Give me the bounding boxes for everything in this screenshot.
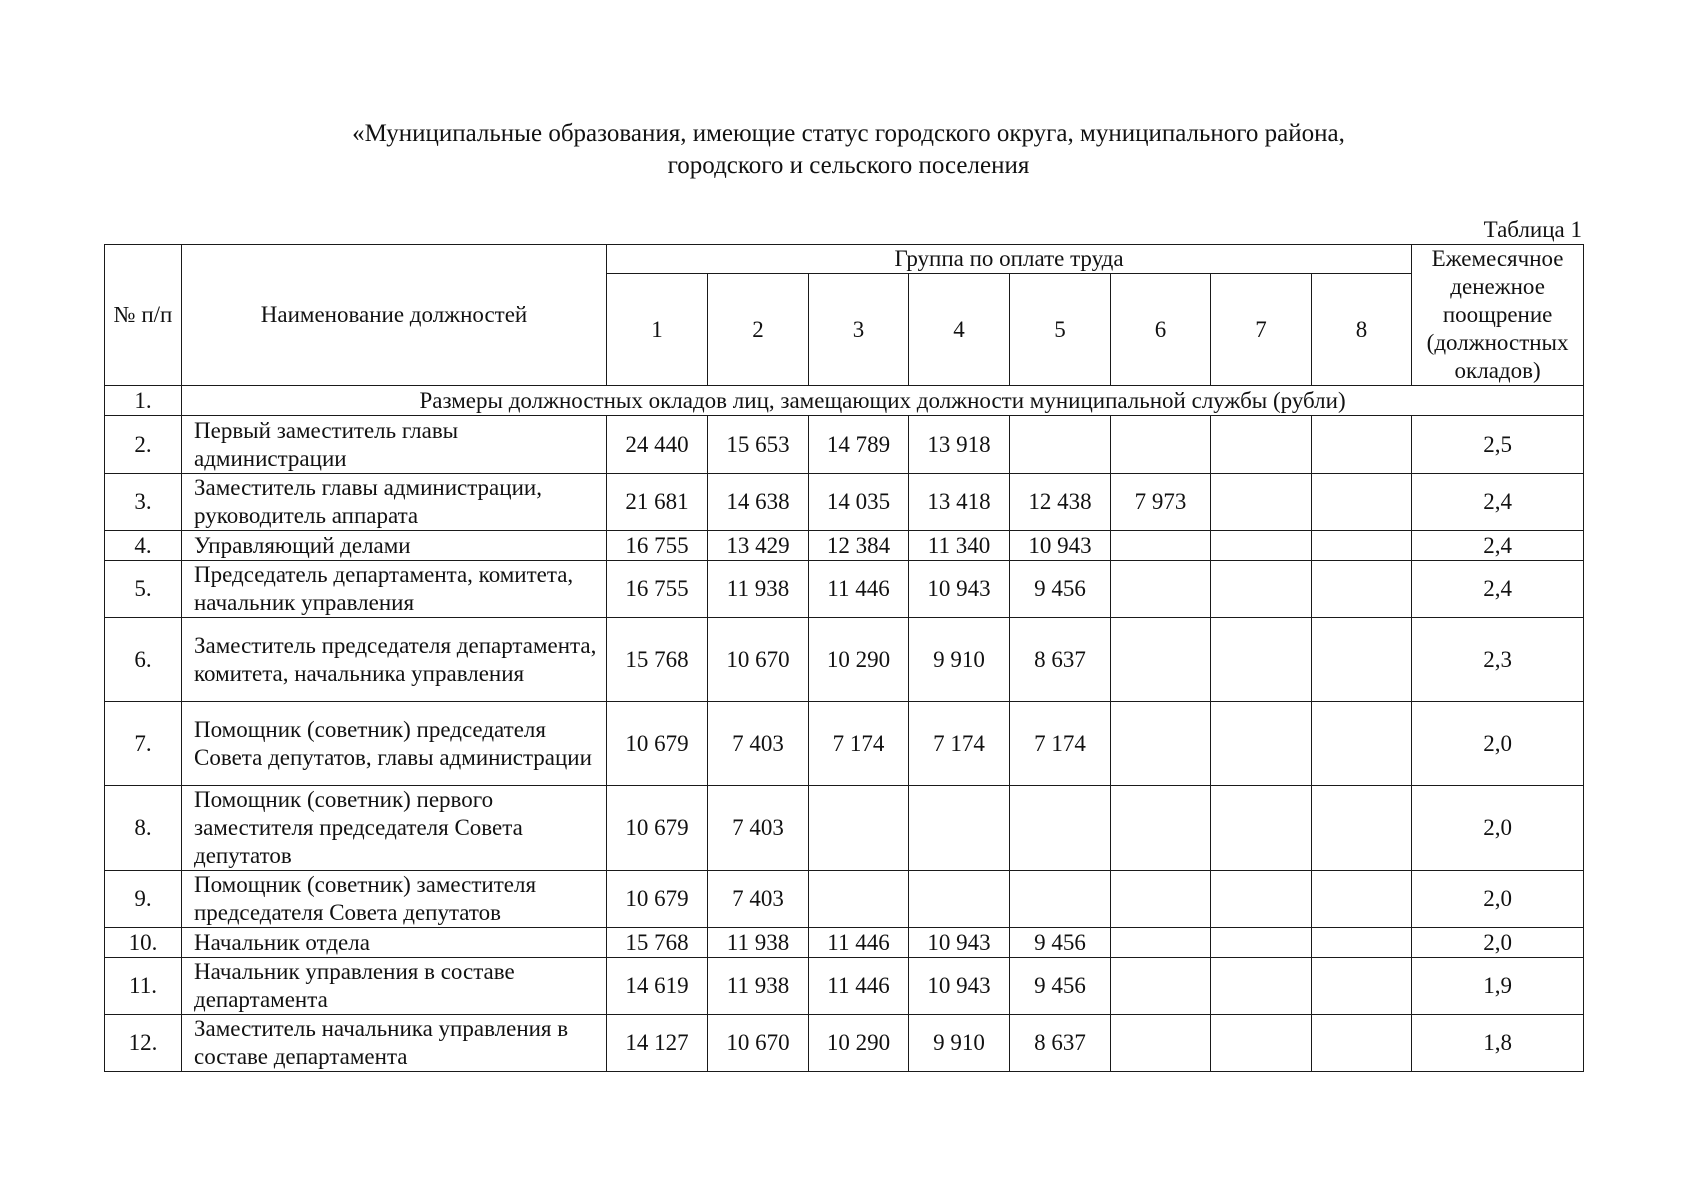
salary-group-1: 24 440 bbox=[607, 416, 708, 474]
salary-group-2: 13 429 bbox=[708, 531, 809, 561]
table-row bbox=[105, 416, 1584, 474]
salary-group-2: 11 938 bbox=[708, 958, 809, 1015]
salary-group-3: 7 174 bbox=[809, 702, 909, 786]
salary-group-3: 14 789 bbox=[809, 416, 909, 474]
header-group: Группа по оплате труда bbox=[607, 245, 1412, 274]
salary-group-7 bbox=[1211, 702, 1312, 786]
salary-group-8 bbox=[1312, 702, 1412, 786]
salary-group-1: 14 127 bbox=[607, 1015, 708, 1072]
row-num: 4. bbox=[105, 531, 182, 561]
table-row bbox=[105, 958, 1584, 1015]
salary-group-5 bbox=[1010, 786, 1111, 871]
table-caption: Таблица 1 bbox=[1483, 217, 1582, 242]
salary-group-8 bbox=[1312, 618, 1412, 702]
salary-group-8 bbox=[1312, 416, 1412, 474]
salary-group-6 bbox=[1111, 928, 1211, 958]
document-title bbox=[0, 118, 1697, 182]
salary-group-4 bbox=[909, 786, 1010, 871]
table-row bbox=[105, 618, 1584, 702]
table-body bbox=[105, 386, 1584, 1072]
salary-group-2: 15 653 bbox=[708, 416, 809, 474]
table-row bbox=[105, 871, 1584, 928]
row-num: 3. bbox=[105, 474, 182, 531]
monthly-bonus: 2,0 bbox=[1412, 702, 1584, 786]
salary-group-4: 7 174 bbox=[909, 702, 1010, 786]
salary-group-5: 9 456 bbox=[1010, 561, 1111, 618]
salary-group-2: 10 670 bbox=[708, 1015, 809, 1072]
salary-group-2: 7 403 bbox=[708, 871, 809, 928]
salary-group-6 bbox=[1111, 561, 1211, 618]
salary-group-6 bbox=[1111, 1015, 1211, 1072]
salary-group-1: 10 679 bbox=[607, 786, 708, 871]
salary-group-8 bbox=[1312, 871, 1412, 928]
monthly-bonus: 2,5 bbox=[1412, 416, 1584, 474]
salary-group-5: 8 637 bbox=[1010, 1015, 1111, 1072]
salary-group-8 bbox=[1312, 786, 1412, 871]
row-num: 10. bbox=[105, 928, 182, 958]
table-row bbox=[105, 561, 1584, 618]
salary-group-7 bbox=[1211, 958, 1312, 1015]
salary-table bbox=[104, 244, 1584, 1072]
salary-group-3: 10 290 bbox=[809, 1015, 909, 1072]
salary-group-3: 11 446 bbox=[809, 958, 909, 1015]
salary-group-1: 10 679 bbox=[607, 702, 708, 786]
position-name: Заместитель начальника управления в составе департамента bbox=[182, 1015, 607, 1072]
salary-group-7 bbox=[1211, 531, 1312, 561]
salary-group-1: 10 679 bbox=[607, 871, 708, 928]
table-row bbox=[105, 1015, 1584, 1072]
table-row bbox=[105, 786, 1584, 871]
salary-group-2: 7 403 bbox=[708, 786, 809, 871]
salary-group-8 bbox=[1312, 531, 1412, 561]
salary-group-3: 11 446 bbox=[809, 928, 909, 958]
monthly-bonus: 2,3 bbox=[1412, 618, 1584, 702]
salary-group-5: 7 174 bbox=[1010, 702, 1111, 786]
table-row bbox=[105, 702, 1584, 786]
salary-group-5: 9 456 bbox=[1010, 958, 1111, 1015]
position-name: Управляющий делами bbox=[182, 531, 607, 561]
salary-group-5: 10 943 bbox=[1010, 531, 1111, 561]
salary-group-3: 14 035 bbox=[809, 474, 909, 531]
salary-group-4: 13 418 bbox=[909, 474, 1010, 531]
salary-group-4: 10 943 bbox=[909, 561, 1010, 618]
salary-group-6: 7 973 bbox=[1111, 474, 1211, 531]
header-group-4: 4 bbox=[909, 274, 1010, 386]
salary-group-5 bbox=[1010, 416, 1111, 474]
position-name: Председатель департамента, комитета, начальник управления bbox=[182, 561, 607, 618]
salary-group-2: 7 403 bbox=[708, 702, 809, 786]
row-num: 6. bbox=[105, 618, 182, 702]
position-name: Начальник управления в составе департамента bbox=[182, 958, 607, 1015]
row-num: 8. bbox=[105, 786, 182, 871]
header-num: № п/п bbox=[105, 245, 182, 386]
header-name: Наименование должностей bbox=[182, 245, 607, 386]
salary-group-4: 13 918 bbox=[909, 416, 1010, 474]
salary-group-6 bbox=[1111, 871, 1211, 928]
salary-group-4 bbox=[909, 871, 1010, 928]
salary-group-3 bbox=[809, 871, 909, 928]
salary-group-8 bbox=[1312, 928, 1412, 958]
salary-group-7 bbox=[1211, 561, 1312, 618]
salary-group-7 bbox=[1211, 474, 1312, 531]
salary-group-6 bbox=[1111, 786, 1211, 871]
row-num: 9. bbox=[105, 871, 182, 928]
salary-group-1: 21 681 bbox=[607, 474, 708, 531]
section-num: 1. bbox=[105, 386, 182, 416]
monthly-bonus: 2,4 bbox=[1412, 531, 1584, 561]
salary-group-3: 11 446 bbox=[809, 561, 909, 618]
salary-group-2: 11 938 bbox=[708, 928, 809, 958]
section-row bbox=[105, 386, 1584, 416]
monthly-bonus: 1,9 bbox=[1412, 958, 1584, 1015]
header-group-8: 8 bbox=[1312, 274, 1412, 386]
salary-group-7 bbox=[1211, 871, 1312, 928]
salary-group-5 bbox=[1010, 871, 1111, 928]
title-line-2: городского и сельского поселения bbox=[667, 152, 1030, 179]
title-line-1: «Муниципальные образования, имеющие статус городского округа, муниципального района, bbox=[352, 120, 1345, 147]
salary-group-7 bbox=[1211, 618, 1312, 702]
salary-group-7 bbox=[1211, 928, 1312, 958]
salary-group-4: 9 910 bbox=[909, 1015, 1010, 1072]
salary-group-2: 10 670 bbox=[708, 618, 809, 702]
salary-group-1: 16 755 bbox=[607, 561, 708, 618]
table-row bbox=[105, 928, 1584, 958]
header-group-7: 7 bbox=[1211, 274, 1312, 386]
salary-group-1: 16 755 bbox=[607, 531, 708, 561]
table-row bbox=[105, 474, 1584, 531]
salary-group-8 bbox=[1312, 561, 1412, 618]
header-group-3: 3 bbox=[809, 274, 909, 386]
monthly-bonus: 2,4 bbox=[1412, 561, 1584, 618]
salary-group-6 bbox=[1111, 416, 1211, 474]
position-name: Начальник отдела bbox=[182, 928, 607, 958]
salary-group-3 bbox=[809, 786, 909, 871]
salary-group-4: 10 943 bbox=[909, 958, 1010, 1015]
position-name: Помощник (советник) заместителя председателя Совета депутатов bbox=[182, 871, 607, 928]
position-name: Заместитель председателя департамента, комитета, начальника управления bbox=[182, 618, 607, 702]
salary-group-6 bbox=[1111, 702, 1211, 786]
monthly-bonus: 2,0 bbox=[1412, 871, 1584, 928]
salary-group-5: 12 438 bbox=[1010, 474, 1111, 531]
salary-group-2: 11 938 bbox=[708, 561, 809, 618]
section-text: Размеры должностных окладов лиц, замещающих должности муниципальной службы (рубли) bbox=[182, 386, 1584, 416]
table-row bbox=[105, 531, 1584, 561]
salary-group-8 bbox=[1312, 1015, 1412, 1072]
salary-group-3: 10 290 bbox=[809, 618, 909, 702]
salary-group-1: 15 768 bbox=[607, 928, 708, 958]
header-group-5: 5 bbox=[1010, 274, 1111, 386]
position-name: Помощник (советник) первого заместителя председателя Совета депутатов bbox=[182, 786, 607, 871]
salary-group-7 bbox=[1211, 786, 1312, 871]
monthly-bonus: 1,8 bbox=[1412, 1015, 1584, 1072]
row-num: 11. bbox=[105, 958, 182, 1015]
header-bonus: Ежемесячное денежное поощрение (должностных окладов) bbox=[1412, 245, 1584, 386]
salary-group-6 bbox=[1111, 618, 1211, 702]
salary-group-4: 10 943 bbox=[909, 928, 1010, 958]
monthly-bonus: 2,4 bbox=[1412, 474, 1584, 531]
position-name: Первый заместитель главы администрации bbox=[182, 416, 607, 474]
header-group-2: 2 bbox=[708, 274, 809, 386]
table-header bbox=[105, 245, 1584, 386]
row-num: 2. bbox=[105, 416, 182, 474]
salary-group-3: 12 384 bbox=[809, 531, 909, 561]
salary-group-2: 14 638 bbox=[708, 474, 809, 531]
salary-group-1: 14 619 bbox=[607, 958, 708, 1015]
salary-group-4: 9 910 bbox=[909, 618, 1010, 702]
row-num: 5. bbox=[105, 561, 182, 618]
salary-group-8 bbox=[1312, 958, 1412, 1015]
salary-group-1: 15 768 bbox=[607, 618, 708, 702]
header-group-1: 1 bbox=[607, 274, 708, 386]
salary-group-4: 11 340 bbox=[909, 531, 1010, 561]
salary-group-5: 9 456 bbox=[1010, 928, 1111, 958]
salary-group-7 bbox=[1211, 1015, 1312, 1072]
monthly-bonus: 2,0 bbox=[1412, 928, 1584, 958]
position-name: Заместитель главы администрации, руководитель аппарата bbox=[182, 474, 607, 531]
position-name: Помощник (советник) председателя Совета депутатов, главы администрации bbox=[182, 702, 607, 786]
header-group-6: 6 bbox=[1111, 274, 1211, 386]
salary-group-6 bbox=[1111, 958, 1211, 1015]
salary-group-8 bbox=[1312, 474, 1412, 531]
salary-group-7 bbox=[1211, 416, 1312, 474]
salary-group-5: 8 637 bbox=[1010, 618, 1111, 702]
row-num: 12. bbox=[105, 1015, 182, 1072]
salary-group-6 bbox=[1111, 531, 1211, 561]
monthly-bonus: 2,0 bbox=[1412, 786, 1584, 871]
row-num: 7. bbox=[105, 702, 182, 786]
